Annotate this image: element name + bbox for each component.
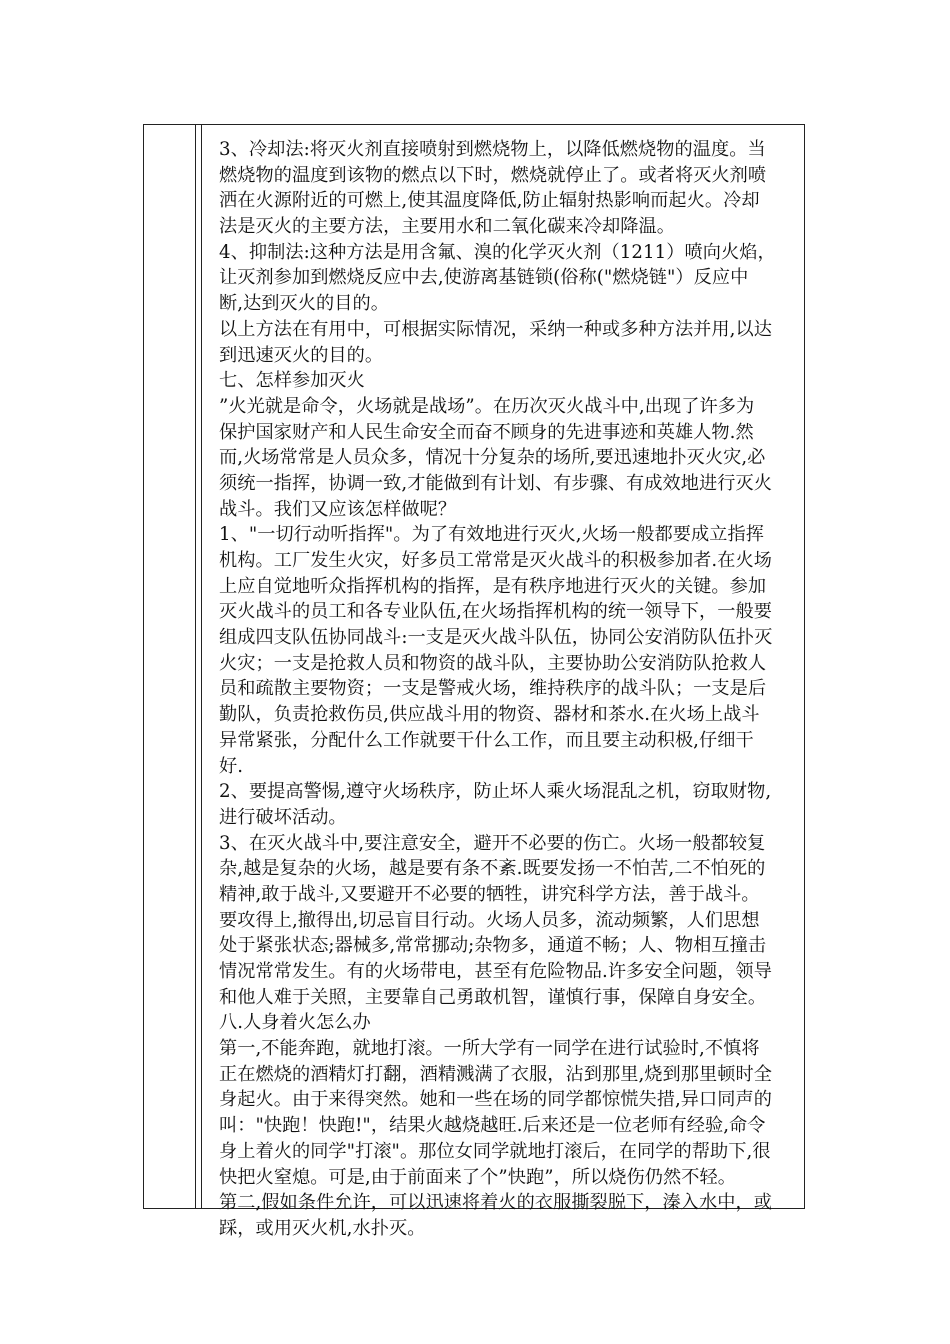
text-cell bbox=[219, 137, 799, 1242]
text-line: 进行破坏活动。 bbox=[219, 806, 347, 828]
text-line: ”火光就是命令，火场就是战场”。在历次灭火战斗中,出现了许多为 bbox=[219, 395, 755, 417]
text-line: 第二,假如条件允许，可以迅速将着火的衣服撕裂脱下，溱入水中，或 bbox=[219, 1192, 772, 1214]
text-line: 3、冷却法:将灭火剂直接喷射到燃烧物上，以降低燃烧物的温度。当 bbox=[219, 139, 766, 160]
text-line: 快把火窒熄。可是,由于前面来了个”快跑”，所以烧伤仍然不轻。 bbox=[219, 1166, 736, 1188]
text-line: 勤队，负责抢救伤员,供应战斗用的物资、器材和茶水.在火场上战斗 bbox=[219, 704, 760, 726]
text-line: 3、在灭火战斗中,要注意安全，避开不必要的伤亡。火场一般都较复 bbox=[219, 832, 766, 854]
text-line: 4、抑制法:这种方法是用含氟、溴的化学灭火剂（1211）喷向火焰， bbox=[219, 241, 776, 263]
text-line: 踩，或用灭火机,水扑灭。 bbox=[219, 1217, 426, 1239]
text-line: 身上着火的同学"打滚"。那位女同学就地打滚后，在同学的帮助下,很 bbox=[219, 1140, 771, 1162]
text-line: 叫："快跑！快跑!"，结果火越烧越旺.后来还是一位老师有经验,命令 bbox=[219, 1115, 766, 1137]
text-line: 须统一指挥，协调一致,才能做到有计划、有步骤、有成效地进行灭火 bbox=[219, 472, 772, 494]
text-line: 处于紧张状态;器械多,常常挪动;杂物多，通道不畅；人、物相互撞击 bbox=[219, 935, 767, 957]
text-line: 上应自觉地听众指挥机构的指挥，是有秩序地进行灭火的关键。参加 bbox=[219, 575, 767, 597]
text-line: 精神,敢于战斗,又要避开不必要的牺牲，讲究科学方法，善于战斗。 bbox=[219, 883, 760, 905]
text-line: 好. bbox=[219, 755, 244, 777]
text-line: 洒在火源附近的可燃上,使其温度降低,防止辐射热影响而起火。冷却 bbox=[219, 190, 760, 212]
text-line: 以上方法在有用中，可根据实际情况，采纳一种或多种方法并用,以达 bbox=[219, 318, 772, 340]
text-line: 正在燃烧的酒精灯打翻，酒精溅满了衣服，沾到那里,烧到那里顿时全 bbox=[219, 1063, 772, 1085]
text-line: 燃烧物的温度到该物的燃点以下时，燃烧就停止了。或者将灭火剂喷 bbox=[219, 164, 767, 186]
text-line: 员和疏散主要物资；一支是警戒火场，维持秩序的战斗队；一支是后 bbox=[219, 678, 767, 700]
text-line: 组成四支队伍协同战斗:一支是灭火战斗队伍，协同公安消防队伍扑灭 bbox=[219, 627, 773, 649]
text-line: 而,火场常常是人员众多，情况十分复杂的场所,要迅速地扑灭火灾,必 bbox=[219, 447, 766, 469]
text-line: 第一,不能奔跑，就地打滚。一所大学有一同学在进行试验时,不慎将 bbox=[219, 1038, 760, 1060]
text-line: 身起火。由于来得突然。她和一些在场的同学都惊慌失措,异口同声的 bbox=[219, 1089, 772, 1111]
text-line: 2、要提高警惕,遵守火场秩序，防止坏人乘火场混乱之机，窃取财物, bbox=[219, 781, 772, 803]
text-line: 灭火战斗的员工和各专业队伍,在火场指挥机构的统一领导下，一般要 bbox=[219, 601, 772, 623]
text-line: 断,达到灭火的目的。 bbox=[219, 293, 389, 315]
text-line: 要攻得上,撤得出,切忌盲目行动。火场人员多，流动频繁，人们思想 bbox=[219, 909, 760, 931]
text-line: 和他人难于关照，主要靠自己勇敢机智，谨慎行事，保障自身安全。 bbox=[219, 986, 767, 1008]
content-table bbox=[143, 124, 805, 1239]
text-line: 八.人身着火怎么办 bbox=[219, 1012, 371, 1034]
text-line: 杂,越是复杂的火场，越是要有条不紊.既要发扬一不怕苦,二不怕死的 bbox=[219, 858, 766, 880]
text-line: 战斗。我们又应该怎样做呢？ bbox=[219, 498, 457, 520]
text-line: 火灾；一支是抢救人员和物资的战斗队，主要协助公安消防队抢救人 bbox=[219, 652, 767, 674]
text-line: 1、"一切行动听指挥"。为了有效地进行灭火,火场一般都要成立指挥 bbox=[219, 524, 764, 546]
text-line: 保护国家财产和人民生命安全而奋不顾身的先进事迹和英雄人物.然 bbox=[219, 421, 754, 443]
text-line: 机构。工厂发生火灾，好多员工常常是灭火战斗的积极参加者.在火场 bbox=[219, 550, 772, 571]
text-line: 法是灭火的主要方法，主要用水和二氧化碳来冷却降温。 bbox=[219, 216, 675, 238]
text-line: 情况常常发生。有的火场带电，甚至有危险物品.许多安全问题，领导 bbox=[219, 961, 772, 982]
text-line: 到迅速灭火的目的。 bbox=[219, 344, 384, 366]
text-line: 异常紧张，分配什么工作就要干什么工作，而且要主动积极,仔细干 bbox=[219, 729, 754, 751]
text-line: 让灭剂参加到燃烧反应中去,使游离基链锁(俗称("燃烧链"）反应中 bbox=[219, 267, 749, 289]
text-line: 七、怎样参加灭火 bbox=[219, 370, 365, 392]
left-column-divider bbox=[144, 125, 202, 1208]
